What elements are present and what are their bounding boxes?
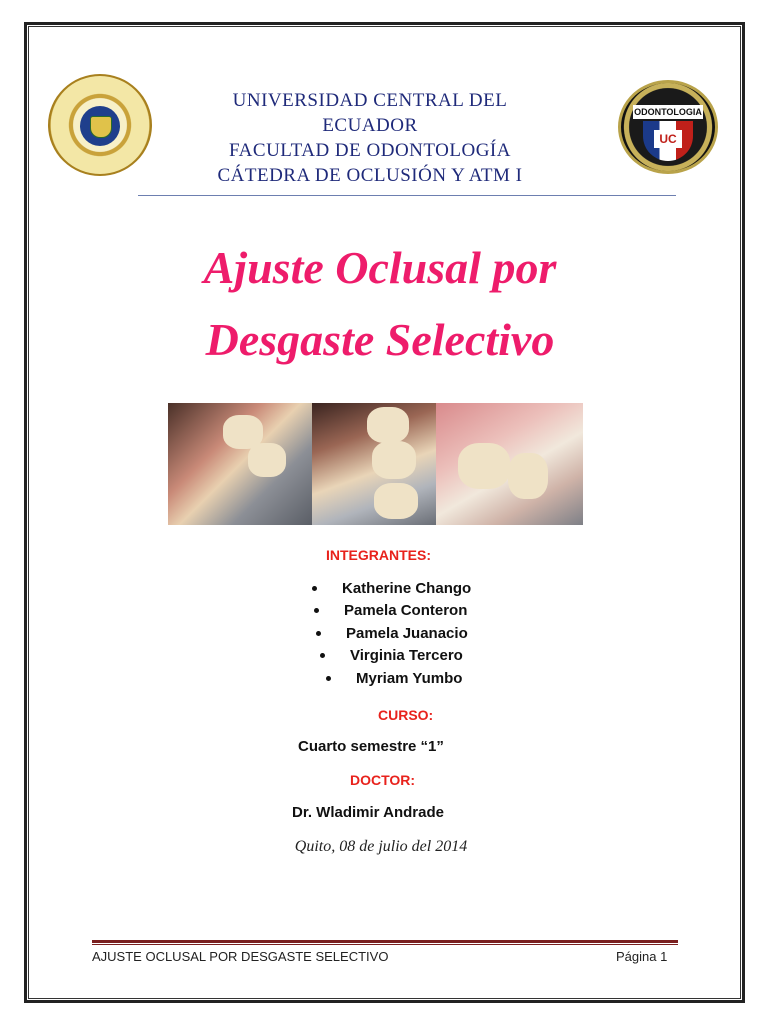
list-item: Pamela Juanacio [316, 623, 326, 645]
footer-divider-thin [92, 944, 678, 945]
header-line-1: UNIVERSIDAD CENTRAL DEL [232, 90, 508, 111]
header-line-2: ECUADOR [322, 115, 418, 136]
header-divider [138, 195, 676, 196]
tooth-shape [372, 441, 416, 479]
curso-label: CURSO: [378, 707, 434, 723]
list-item: Katherine Chango [312, 578, 326, 600]
seal-shield-icon [90, 116, 112, 138]
dental-photo-2 [312, 403, 436, 525]
header-line-4: CÁTEDRA DE OCLUSIÓN Y ATM I [217, 165, 523, 186]
tooth-shape [458, 443, 510, 489]
doctor-label: DOCTOR: [350, 772, 416, 788]
curso-value: Cuarto semestre “1” [298, 738, 444, 755]
dental-photo-1 [168, 403, 312, 525]
integrantes-label: INTEGRANTES: [326, 547, 431, 563]
title-line-1: Ajuste Oclusal por [203, 242, 557, 293]
university-seal-logo [48, 74, 152, 176]
title-line-2: Desgaste Selectivo [205, 314, 555, 365]
members-list: Katherine Chango Pamela Conteron Pamela Juanacio Virginia Tercero Myriam Yumbo [312, 578, 326, 690]
footer-document-title: AJUSTE OCLUSAL POR DESGASTE SELECTIVO [92, 949, 389, 964]
bullet-icon [316, 631, 321, 636]
bullet-icon [326, 676, 331, 681]
tooth-shape [374, 483, 418, 519]
dental-photo-3 [436, 403, 583, 525]
doctor-value: Dr. Wladimir Andrade [292, 804, 444, 821]
dental-photos-strip [168, 403, 583, 525]
seal-center [80, 106, 120, 146]
odontologia-badge-logo [618, 80, 718, 174]
bullet-icon [312, 586, 317, 591]
document-date: Quito, 08 de julio del 2014 [294, 838, 468, 855]
header-line-3: FACULTAD DE ODONTOLOGÍA [229, 140, 511, 161]
tooth-shape [248, 443, 286, 477]
list-item: Pamela Conteron [314, 600, 326, 622]
footer-divider-thick [92, 940, 678, 943]
badge-band-text: ODONTOLOGIA [634, 107, 702, 117]
tooth-shape [508, 453, 548, 499]
tooth-shape [367, 407, 409, 443]
bullet-icon [314, 608, 319, 613]
list-item: Virginia Tercero [320, 645, 326, 667]
document-title [100, 232, 660, 376]
footer-page-number: Página 1 [616, 949, 668, 964]
institution-header [150, 88, 590, 188]
bullet-icon [320, 653, 325, 658]
badge-uc-text: UC [654, 130, 682, 148]
